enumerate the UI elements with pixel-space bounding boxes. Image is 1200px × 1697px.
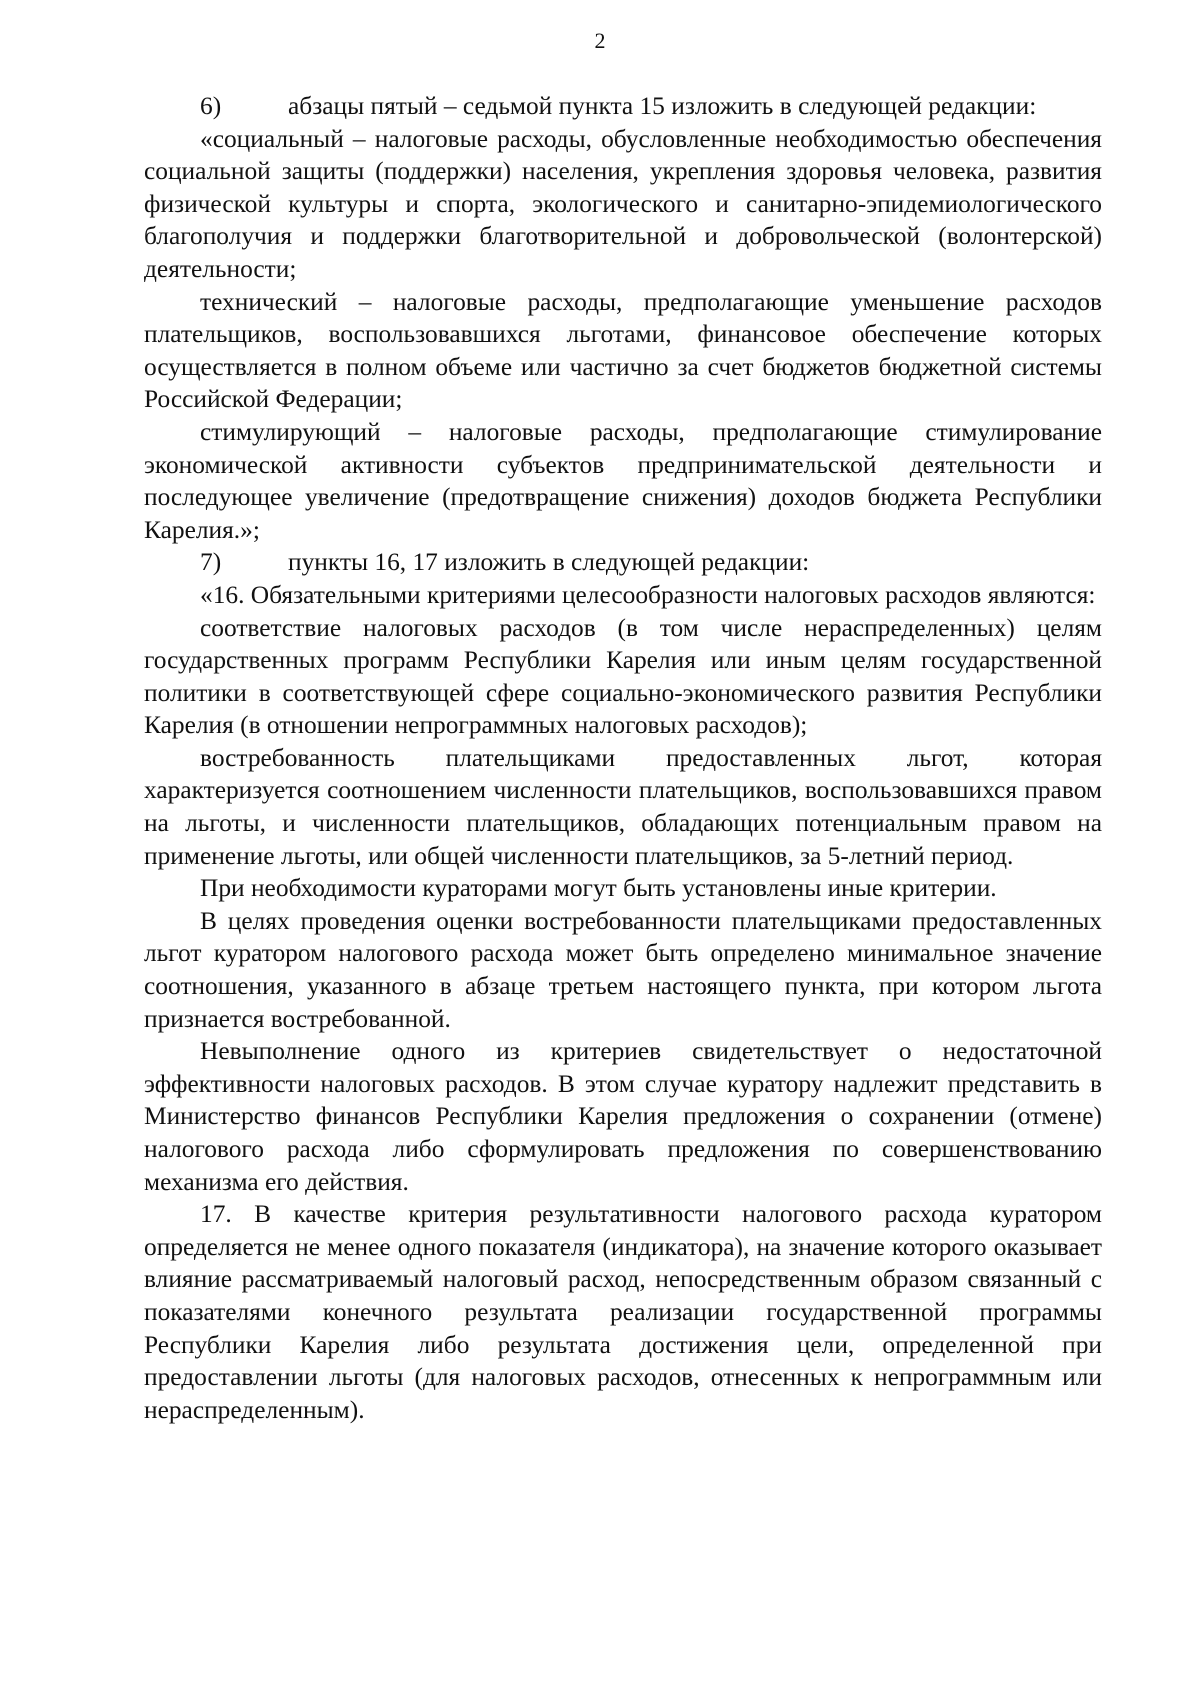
paragraph-assessment: В целях проведения оценки востребованности плательщиками предоставленных льгот куратором налогового расхода может быть определено минимальное значение соотношения, указанного в абзаце третьем настоящего пункта, при котором льгота признается востребованной. [144,906,1102,1033]
paragraph-clause-16: «16. Обязательными критериями целесообразности налоговых расходов являются: [200,580,1096,609]
paragraph-demand: востребованность плательщиками предоставленных льгот, которая характеризуется соотношением численности плательщиков, воспользовавшихся правом на льготы, и численности плательщиков, обладающих потенциальным правом на применение льготы, или общей численности плательщиков, за 5-летний период. [144,743,1102,870]
paragraph-non-fulfillment: Невыполнение одного из критериев свидетельствует о недостаточной эффективности налоговых расходов. В этом случае куратору надлежит представить в Министерство финансов Республики Карелия предложения о сохранении (отмене) налогового расхода либо сформулировать предложения по совершенствованию механизма его действия. [144,1037,1102,1196]
paragraph-social: «социальный – налоговые расходы, обусловленные необходимостью обеспечения социальной защиты (поддержки) населения, укрепления здоровья человека, развития физической культуры и спорта, экологического и санитарно-эпидемиологического благополучия и поддержки благотворительной и добровольческой (волонтерской) деятельности; [144,124,1102,283]
list-item-text: абзацы пятый – седьмой пункта 15 изложить в следующей редакции: [288,92,1037,120]
paragraph-technical: технический – налоговые расходы, предполагающие уменьшение расходов плательщиков, воспользовавшихся льготами, финансовое обеспечение которых осуществляется в полном объеме или частично за счет бюджетов бюджетной системы Российской Федерации; [144,287,1102,414]
list-item-number: 6) [200,92,222,120]
paragraph-other-criteria: При необходимости кураторами могут быть установлены иные критерии. [200,874,997,903]
paragraph-correspondence: соответствие налоговых расходов (в том числе нераспределенных) целям государственных программ Республики Карелия или иным целям государственной политики в соответствующей сфере социально-экономического развития Республики Карелия (в отношении непрограммных налоговых расходов); [144,613,1102,740]
paragraph-stimulating: стимулирующий – налоговые расходы, предполагающие стимулирование экономической активности субъектов предпринимательской деятельности и последующее увеличение (предотвращение снижения) доходов бюджета Республики Карелия.»; [144,417,1102,544]
list-item-number: 7) [200,548,222,577]
list-item-7 [144,546,1102,579]
page-number: 2 [594,28,606,53]
document-body [144,90,1102,1426]
list-item-6 [144,90,1102,123]
paragraph-clause-17: 17. В качестве критерия результативности налогового расхода куратором определяется не менее одного показателя (индикатора), на значение которого оказывает влияние рассматриваемый налоговый расход, непосредственным образом связанный с показателями конечного результата реализации государственной программы Республики Карелия либо результата достижения цели, определенной при предоставлении льготы (для налоговых расходов, отнесенных к непрограммным или нераспределенным). [144,1200,1102,1424]
list-item-text: пункты 16, 17 изложить в следующей редакции: [288,548,810,577]
